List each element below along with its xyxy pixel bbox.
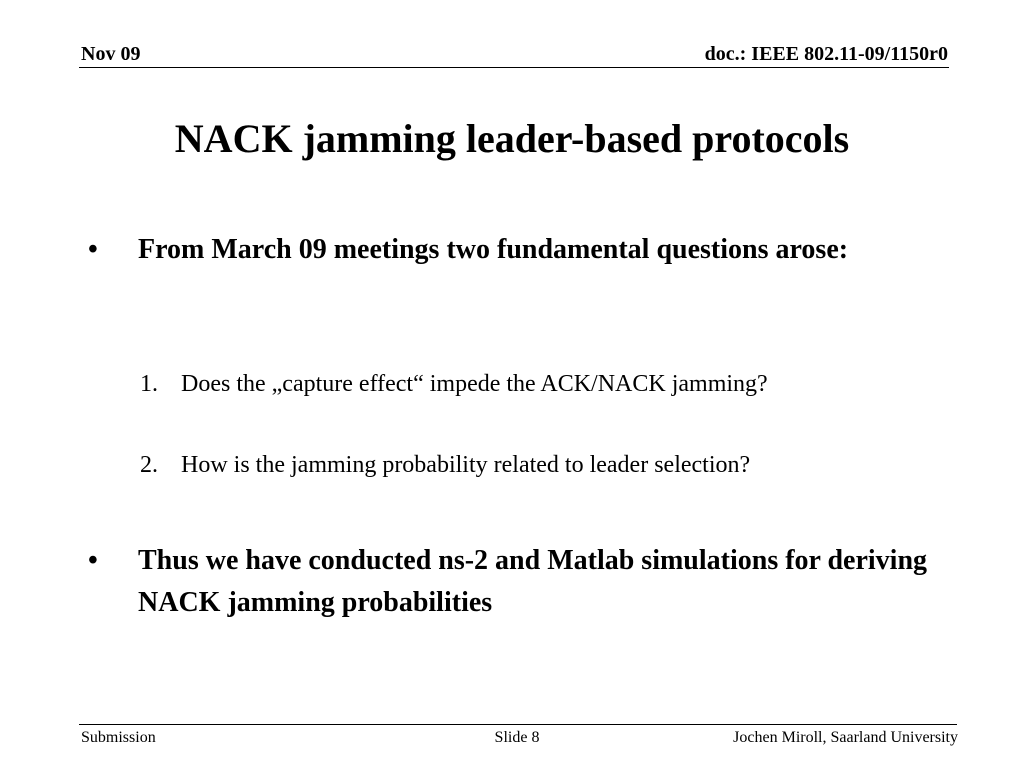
header-date: Nov 09 bbox=[81, 43, 141, 65]
bullet-text: From March 09 meetings two fundamental questions arose: bbox=[138, 234, 849, 265]
item-text: How is the jamming probability related to leader selection? bbox=[181, 452, 751, 478]
item-number: 1. bbox=[140, 371, 158, 397]
footer-slide-number: Slide 8 bbox=[494, 729, 540, 746]
footer-author: Jochen Miroll, Saarland University bbox=[733, 729, 958, 746]
footer-divider bbox=[79, 724, 957, 725]
footer-submission: Submission bbox=[81, 729, 156, 746]
slide-title: NACK jamming leader-based protocols bbox=[174, 116, 850, 161]
header-doc-id: doc.: IEEE 802.11-09/1150r0 bbox=[704, 43, 948, 65]
item-text: Does the „capture effect“ impede the ACK/NACK jamming? bbox=[181, 371, 768, 397]
item-number: 2. bbox=[140, 452, 158, 478]
bullet-marker: • bbox=[88, 545, 98, 576]
bullet-text: Thus we have conducted ns-2 and Matlab simulations for deriving NACK jamming probabilities bbox=[138, 545, 928, 618]
bullet-marker: • bbox=[88, 234, 98, 265]
header-divider bbox=[79, 67, 949, 68]
